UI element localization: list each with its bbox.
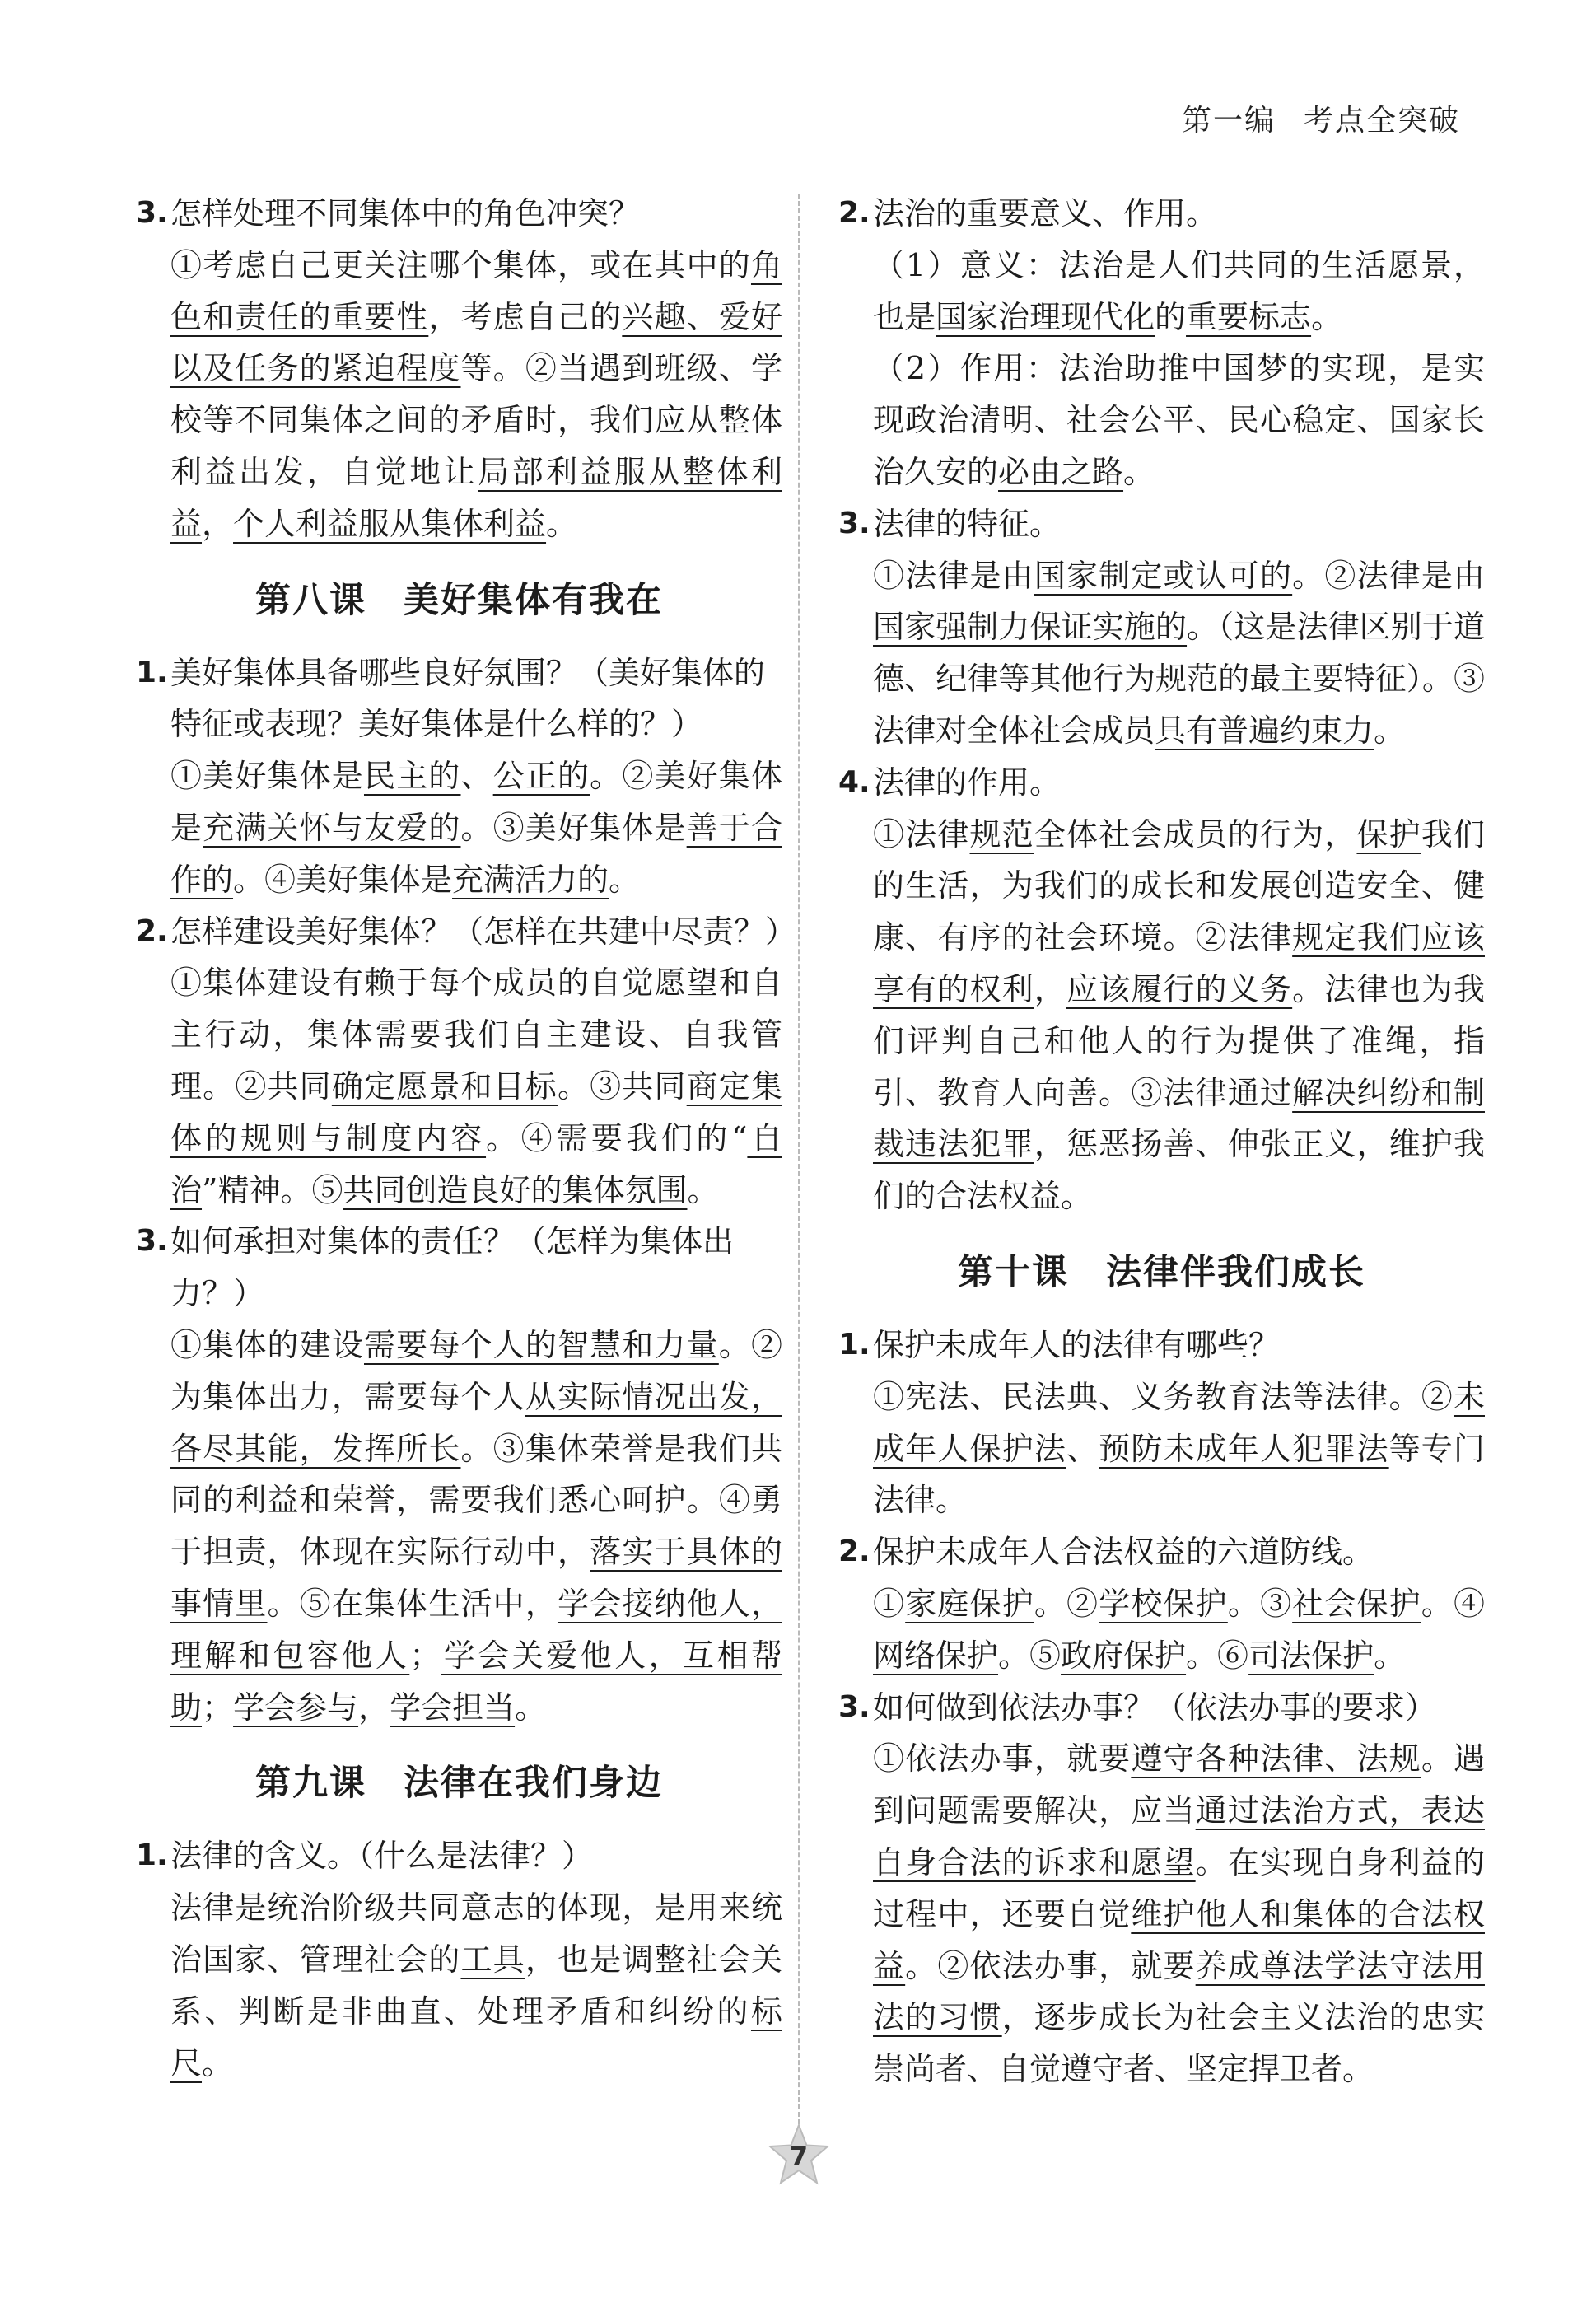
- key-point: 标尺: [170, 1992, 782, 2081]
- question: [136, 1216, 782, 1320]
- key-point: 工具: [460, 1941, 525, 1978]
- key-point: 局部利益服从整体利益: [170, 453, 782, 542]
- lesson-title: 第十课 法律伴我们成长: [958, 1251, 1365, 1293]
- question-number: 1.: [136, 655, 168, 689]
- question-number: 3.: [838, 506, 870, 540]
- key-point: 网络保护: [873, 1637, 999, 1674]
- question-number: 1.: [838, 1327, 870, 1362]
- key-point: 学会参与: [233, 1689, 359, 1726]
- key-point: 政府保护: [1061, 1637, 1187, 1674]
- question: [838, 498, 1485, 550]
- key-point: 养成尊法学法守法用法的习惯: [873, 1947, 1485, 2036]
- question: [838, 1682, 1485, 1734]
- question: [838, 1320, 1485, 1371]
- question-number: 3.: [838, 1689, 870, 1724]
- question-text: 法律的作用。: [873, 764, 1062, 801]
- question-text: 如何做到依法办事？（依法办事的要求）: [873, 1689, 1437, 1726]
- question-text: 法治的重要意义、作用。: [873, 195, 1218, 231]
- question-number: 4.: [838, 764, 870, 799]
- lesson-title: 第八课 美好集体有我在: [255, 579, 663, 621]
- answer: ①法律是由国家制定或认可的。②法律是由国家强制力保证实施的。（这是法律区别于道德、纪律等其他行为规范的最主要特征）。③法律对全体社会成员具有普遍约束力。: [873, 557, 1485, 749]
- answer: ①考虑自己更关注哪个集体，或在其中的角色和责任的重要性，考虑自己的兴趣、爱好以及任务的紧迫程度等。②当遇到班级、学校等不同集体之间的矛盾时，我们应从整体利益出发，自觉地让局部利益服从整体利益，个人利益服从集体利益。: [170, 246, 782, 542]
- question-number: 2.: [136, 913, 168, 948]
- key-point: 善于合作的: [170, 809, 782, 898]
- key-point: 遵守各种法律、法规: [1131, 1740, 1421, 1777]
- key-point: 司法保护: [1248, 1637, 1374, 1674]
- key-point: 共同创造良好的集体氛围: [343, 1171, 688, 1208]
- key-point: 应该履行的义务: [1066, 970, 1293, 1007]
- column-divider: [798, 194, 800, 2154]
- key-point: 规定我们应该享有的权利: [873, 919, 1485, 1007]
- question: [136, 647, 782, 751]
- lesson-title: 第九课 法律在我们身边: [255, 1763, 663, 1805]
- key-point: 充满关怀与友爱的: [203, 809, 461, 846]
- key-point: 保护: [1356, 815, 1421, 853]
- key-point: 自治: [170, 1119, 782, 1208]
- key-point: 个人利益服从集体利益: [233, 505, 547, 542]
- answer: ①集体的建设需要每个人的智慧和力量。②为集体出力，需要每个人从实际情况出发，各尽其能，发挥所长。③集体荣誉是我们共同的利益和荣誉，需要我们悉心呵护。④勇于担责，体现在实际行动中，落实于具体的事情里。⑤在集体生活中，学会接纳他人，理解和包容他人；学会关爱他人，互相帮助；学会参与，学会担当。: [170, 1326, 782, 1726]
- key-point: 角色和责任的重要性: [170, 246, 782, 335]
- question-text: 法律的特征。: [873, 505, 1062, 542]
- question: [136, 1830, 782, 1882]
- question-text: 美好集体具备哪些良好氛围？（美好集体的特征或表现？美好集体是什么样的？）: [170, 654, 766, 743]
- question: [838, 1526, 1485, 1578]
- key-point: 从实际情况出发，各尽其能，发挥所长: [170, 1378, 782, 1467]
- question: [136, 188, 782, 240]
- key-point: 需要每个人的智慧和力量: [364, 1326, 719, 1363]
- answer: ①美好集体是民主的、公正的。②美好集体是充满关怀与友爱的。③美好集体是善于合作的。④美好集体是充满活力的。: [170, 758, 782, 898]
- question-number: 1.: [136, 1838, 168, 1873]
- answer: （2）作用：法治助推中国梦的实现，是实现政治清明、社会公平、民心稳定、国家长治久安的必由之路。: [873, 350, 1485, 490]
- key-point: 社会保护: [1292, 1585, 1421, 1622]
- question-text: 保护未成年人合法权益的六道防线。: [873, 1534, 1374, 1571]
- key-point: 学会担当: [390, 1689, 516, 1726]
- key-point: 维护他人和集体的合法权益: [873, 1895, 1485, 1984]
- answer: ①家庭保护。②学校保护。③社会保护。④网络保护。⑤政府保护。⑥司法保护。: [873, 1585, 1485, 1674]
- key-point: 重要标志: [1186, 298, 1312, 335]
- key-point: 充满活力的: [452, 861, 609, 898]
- key-point: 家庭保护: [905, 1585, 1034, 1622]
- question-text: 怎样建设美好集体？（怎样在共建中尽责？）: [170, 913, 797, 950]
- key-point: 国家强制力保证实施的: [873, 609, 1188, 646]
- key-point: 学会接纳他人，理解和包容他人: [170, 1585, 782, 1674]
- key-point: 学会关爱他人，互相帮助: [170, 1637, 782, 1726]
- question-number: 2.: [838, 1535, 870, 1569]
- key-point: 具有普遍约束力: [1155, 712, 1374, 749]
- question-text: 怎样处理不同集体中的角色冲突？: [170, 195, 641, 231]
- question-text: 保护未成年人的法律有哪些？: [873, 1326, 1281, 1363]
- running-header: [1182, 97, 1460, 139]
- key-point: 落实于具体的事情里: [170, 1534, 782, 1622]
- page-number: 7: [789, 2141, 809, 2172]
- key-point: 解决纠纷和制裁违法犯罪: [873, 1074, 1485, 1163]
- key-point: 国家治理现代化: [936, 298, 1155, 335]
- question: [136, 906, 797, 958]
- key-point: 民主的: [363, 758, 461, 795]
- key-point: 国家制定或认可的: [1034, 557, 1293, 594]
- question-number: 3.: [136, 1224, 168, 1259]
- key-point: 公正的: [492, 758, 590, 795]
- key-point: 规范: [969, 815, 1034, 853]
- right-column: [838, 188, 1485, 2095]
- key-point: 商定集体的规则与制度内容: [170, 1067, 782, 1156]
- answer: 法律是统治阶级共同意志的体现，是用来统治国家、管理社会的工具，也是调整社会关系、判断是非曲直、处理矛盾和纠纷的标尺。: [170, 1890, 782, 2081]
- key-point: 必由之路: [998, 453, 1124, 490]
- key-point: 未成年人保护法: [873, 1378, 1485, 1467]
- header-section: 考点全突破: [1303, 104, 1460, 138]
- answer: ①法律规范全体社会成员的行为，保护我们的生活，为我们的成长和发展创造安全、健康、有序的社会环境。②法律规定我们应该享有的权利，应该履行的义务。法律也为我们评判自己和他人的行为提供了准绳，指引、教育人向善。③法律通过解决纠纷和制裁违法犯罪，惩恶扬善、伸张正义，维护我们的合法权益。: [873, 815, 1485, 1215]
- question: [838, 757, 1485, 809]
- page-number-badge: [768, 2123, 830, 2186]
- question-number: 2.: [838, 196, 870, 230]
- key-point: 确定愿景和目标: [331, 1067, 558, 1105]
- header-part: 第一编: [1181, 104, 1276, 138]
- question-text: 如何承担对集体的责任？（怎样为集体出力？）: [170, 1223, 735, 1312]
- answer: ①依法办事，就要遵守各种法律、法规。遇到问题需要解决，应当通过法治方式，表达自身合法的诉求和愿望。在实现自身利益的过程中，还要自觉维护他人和集体的合法权益。②依法办事，就要养成尊法学法守法用法的习惯，逐步成长为社会主义法治的忠实崇尚者、自觉遵守者、坚定捍卫者。: [873, 1740, 1485, 2088]
- question-text: 法律的含义。（什么是法律？）: [170, 1838, 594, 1875]
- key-point: 学校保护: [1099, 1585, 1228, 1622]
- answer: （1）意义：法治是人们共同的生活愿景，也是国家治理现代化的重要标志。: [873, 246, 1485, 335]
- question-number: 3.: [136, 196, 168, 230]
- key-point: 通过法治方式，表达自身合法的诉求和愿望: [873, 1792, 1485, 1880]
- left-column: [136, 188, 797, 2089]
- key-point: 兴趣、爱好以及任务的紧迫程度: [170, 298, 782, 387]
- answer: ①宪法、民法典、义务教育法等法律。②未成年人保护法、预防未成年人犯罪法等专门法律。: [873, 1378, 1485, 1519]
- question: [838, 188, 1485, 240]
- answer: ①集体建设有赖于每个成员的自觉愿望和自主行动，集体需要我们自主建设、自我管理。②共同确定愿景和目标。③共同商定集体的规则与制度内容。④需要我们的“自治”精神。⑤共同创造良好的集体氛围。: [170, 965, 782, 1208]
- key-point: 预防未成年人犯罪法: [1099, 1430, 1389, 1467]
